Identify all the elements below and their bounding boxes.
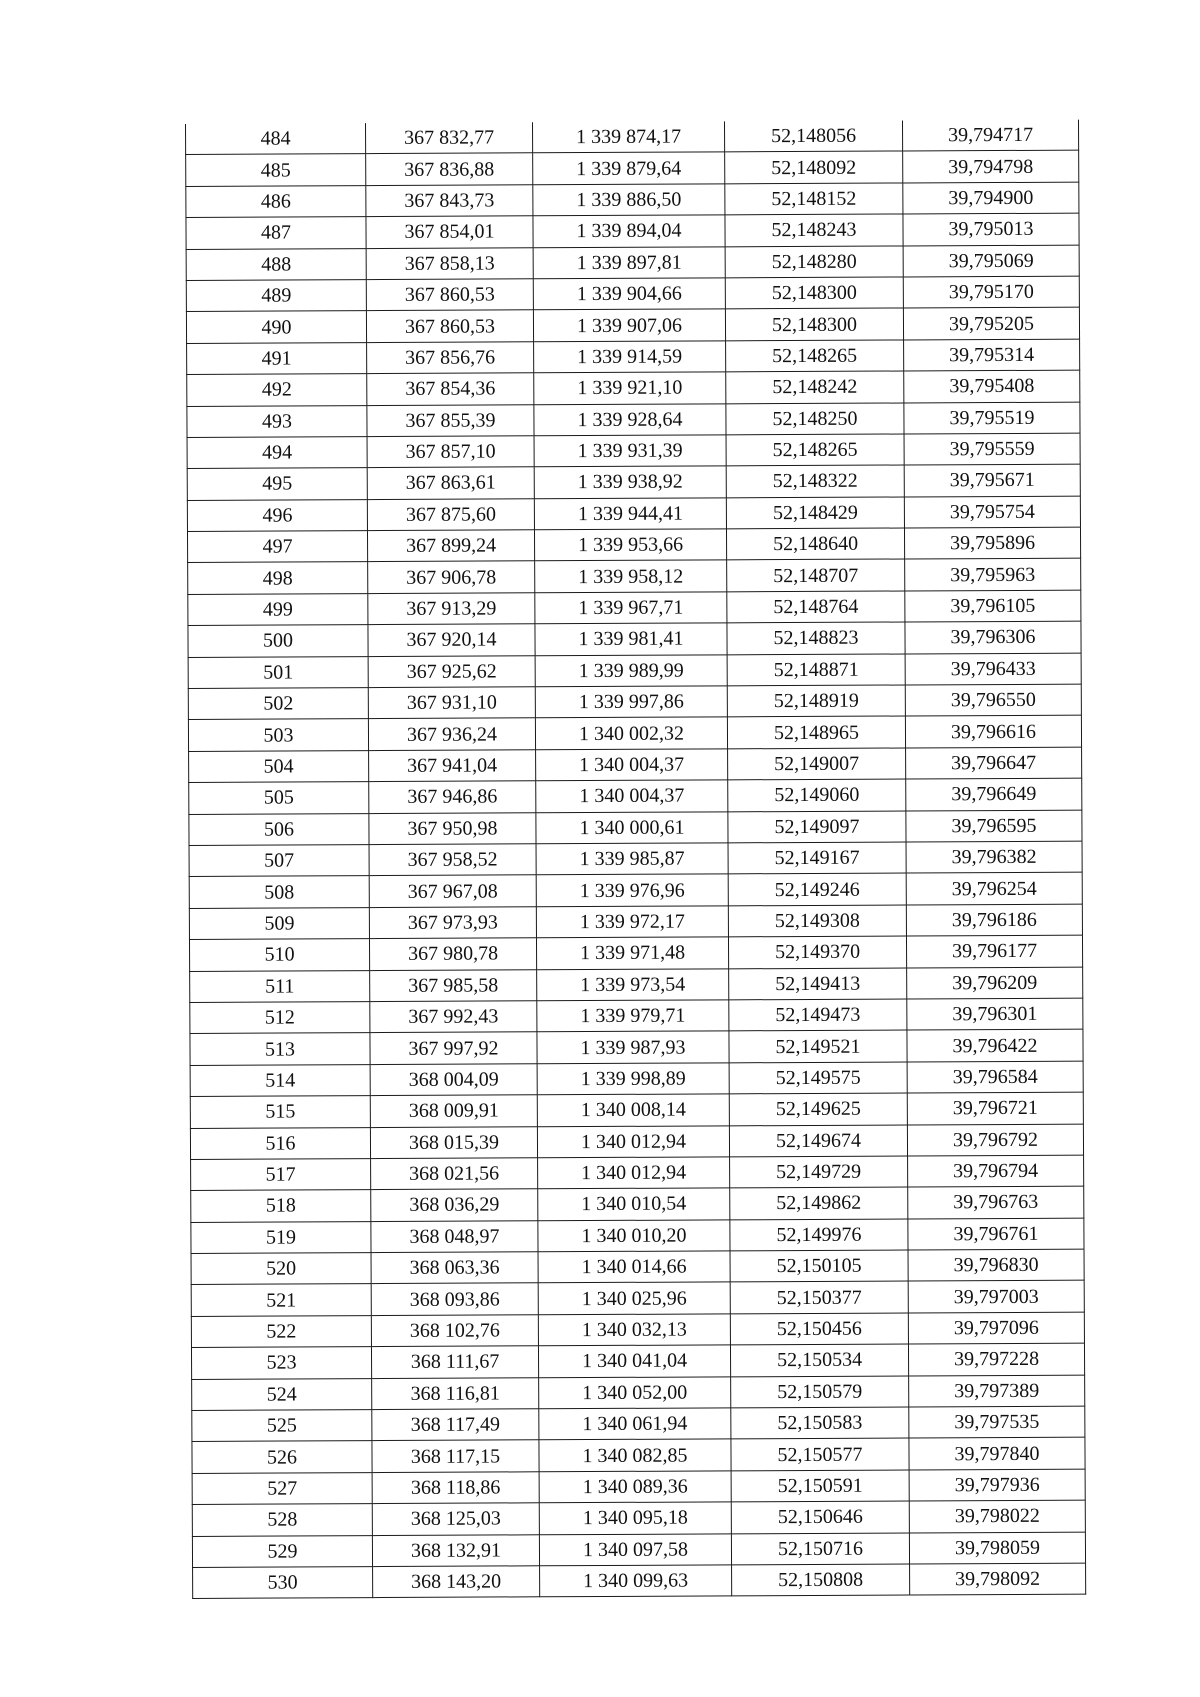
point-number-cell: 525 (192, 1410, 372, 1442)
table-row (192, 1406, 1085, 1442)
point-number-cell: 507 (189, 845, 369, 877)
longitude-cell: 39,795754 (904, 496, 1080, 528)
y-coordinate-cell: 1 339 985,87 (536, 843, 728, 875)
latitude-cell: 52,150646 (731, 1501, 909, 1533)
latitude-cell: 52,149413 (729, 968, 907, 1000)
x-coordinate-cell: 367 958,52 (369, 844, 536, 876)
longitude-cell: 39,794798 (903, 151, 1079, 183)
longitude-cell: 39,795559 (904, 433, 1080, 465)
point-number-cell: 521 (191, 1284, 371, 1316)
latitude-cell: 52,149729 (730, 1156, 908, 1188)
latitude-cell: 52,149575 (729, 1062, 907, 1094)
y-coordinate-cell: 1 339 979,71 (537, 1000, 729, 1032)
latitude-cell: 52,149308 (728, 905, 906, 937)
longitude-cell: 39,796306 (905, 621, 1081, 653)
point-number-cell: 502 (188, 688, 368, 720)
y-coordinate-cell: 1 339 904,66 (533, 278, 725, 310)
latitude-cell: 52,148640 (726, 528, 904, 560)
y-coordinate-cell: 1 339 921,10 (534, 372, 726, 404)
point-number-cell: 520 (191, 1253, 371, 1285)
point-number-cell: 528 (192, 1504, 372, 1536)
table-row (186, 276, 1079, 312)
table-row (191, 1249, 1084, 1285)
longitude-cell: 39,796595 (906, 810, 1082, 842)
point-number-cell: 493 (187, 405, 367, 437)
longitude-cell: 39,795408 (904, 370, 1080, 402)
table-row (189, 872, 1082, 908)
y-coordinate-cell: 1 340 010,20 (538, 1220, 730, 1252)
longitude-cell: 39,796649 (906, 778, 1082, 810)
longitude-cell: 39,797936 (909, 1469, 1085, 1501)
table-row (186, 213, 1079, 249)
point-number-cell: 511 (190, 970, 370, 1002)
table-row (191, 1155, 1084, 1191)
longitude-cell: 39,797840 (909, 1438, 1085, 1470)
table-row (191, 1186, 1084, 1222)
table-row (188, 716, 1081, 752)
y-coordinate-cell: 1 339 981,41 (535, 623, 727, 655)
point-number-cell: 491 (187, 342, 367, 374)
y-coordinate-cell: 1 340 000,61 (536, 811, 728, 843)
latitude-cell: 52,149625 (729, 1093, 907, 1125)
latitude-cell: 52,149674 (729, 1124, 907, 1156)
point-number-cell: 505 (189, 782, 369, 814)
longitude-cell: 39,796209 (907, 967, 1083, 999)
y-coordinate-cell: 1 339 938,92 (534, 466, 726, 498)
point-number-cell: 485 (186, 154, 366, 186)
table-row (188, 653, 1081, 689)
y-coordinate-cell: 1 339 958,12 (535, 560, 727, 592)
x-coordinate-cell: 367 941,04 (369, 750, 536, 782)
longitude-cell: 39,798092 (910, 1563, 1086, 1595)
table-row (190, 967, 1083, 1003)
y-coordinate-cell: 1 340 041,04 (538, 1345, 730, 1377)
point-number-cell: 500 (188, 625, 368, 657)
x-coordinate-cell: 368 063,36 (371, 1252, 538, 1284)
x-coordinate-cell: 367 875,60 (367, 498, 534, 530)
x-coordinate-cell: 367 973,93 (369, 907, 536, 939)
y-coordinate-cell: 1 339 972,17 (536, 906, 728, 938)
x-coordinate-cell: 368 117,49 (372, 1409, 539, 1441)
table-row (188, 621, 1081, 657)
point-number-cell: 518 (191, 1190, 371, 1222)
x-coordinate-cell: 368 111,67 (371, 1346, 538, 1378)
x-coordinate-cell: 367 855,39 (367, 404, 534, 436)
y-coordinate-cell: 1 340 095,18 (539, 1502, 731, 1534)
table-row (190, 1029, 1083, 1065)
table-row (187, 339, 1080, 375)
x-coordinate-cell: 367 836,88 (366, 153, 533, 185)
x-coordinate-cell: 367 950,98 (369, 812, 536, 844)
x-coordinate-cell: 367 936,24 (368, 718, 535, 750)
table-row (186, 307, 1079, 343)
longitude-cell: 39,796647 (906, 747, 1082, 779)
x-coordinate-cell: 367 985,58 (370, 969, 537, 1001)
point-number-cell: 530 (193, 1567, 373, 1599)
x-coordinate-cell: 367 832,77 (365, 122, 532, 154)
longitude-cell: 39,798022 (909, 1500, 1085, 1532)
latitude-cell: 52,149370 (728, 936, 906, 968)
point-number-cell: 526 (192, 1441, 372, 1473)
point-number-cell: 508 (189, 876, 369, 908)
latitude-cell: 52,148300 (725, 277, 903, 309)
point-number-cell: 496 (187, 499, 367, 531)
longitude-cell: 39,797228 (908, 1343, 1084, 1375)
x-coordinate-cell: 367 997,92 (370, 1032, 537, 1064)
latitude-cell: 52,149097 (728, 811, 906, 843)
x-coordinate-cell: 367 856,76 (367, 342, 534, 374)
table-row (191, 1343, 1084, 1379)
latitude-cell: 52,150577 (731, 1438, 909, 1470)
x-coordinate-cell: 368 093,86 (371, 1283, 538, 1315)
y-coordinate-cell: 1 340 004,37 (536, 749, 728, 781)
y-coordinate-cell: 1 339 897,81 (533, 246, 725, 278)
longitude-cell: 39,796792 (907, 1124, 1083, 1156)
y-coordinate-cell: 1 339 989,99 (535, 654, 727, 686)
longitude-cell: 39,797096 (908, 1312, 1084, 1344)
longitude-cell: 39,795896 (904, 527, 1080, 559)
x-coordinate-cell: 367 992,43 (370, 1001, 537, 1033)
point-number-cell: 487 (186, 217, 366, 249)
coordinates-table (185, 120, 1086, 1600)
point-number-cell: 514 (190, 1064, 370, 1096)
y-coordinate-cell: 1 340 082,85 (539, 1439, 731, 1471)
latitude-cell: 52,148092 (725, 151, 903, 183)
point-number-cell: 504 (189, 750, 369, 782)
table-row (190, 998, 1083, 1034)
table-row (187, 433, 1080, 469)
table-row (190, 1124, 1083, 1160)
latitude-cell: 52,149060 (728, 779, 906, 811)
longitude-cell: 39,796550 (905, 684, 1081, 716)
table-row (189, 747, 1082, 783)
point-number-cell: 510 (189, 939, 369, 971)
y-coordinate-cell: 1 340 004,37 (536, 780, 728, 812)
table-row (186, 151, 1079, 187)
latitude-cell: 52,148965 (727, 716, 905, 748)
longitude-cell: 39,794900 (903, 182, 1079, 214)
longitude-cell: 39,795069 (903, 245, 1079, 277)
table-row (186, 120, 1079, 155)
x-coordinate-cell: 368 004,09 (370, 1064, 537, 1096)
longitude-cell: 39,796186 (906, 904, 1082, 936)
y-coordinate-cell: 1 340 089,36 (539, 1471, 731, 1503)
latitude-cell: 52,148300 (725, 308, 903, 340)
latitude-cell: 52,148823 (727, 622, 905, 654)
y-coordinate-cell: 1 340 097,58 (539, 1533, 731, 1565)
latitude-cell: 52,149473 (729, 999, 907, 1031)
x-coordinate-cell: 367 860,53 (366, 279, 533, 311)
y-coordinate-cell: 1 339 914,59 (534, 341, 726, 373)
longitude-cell: 39,796830 (908, 1249, 1084, 1281)
x-coordinate-cell: 367 854,36 (367, 373, 534, 405)
y-coordinate-cell: 1 339 886,50 (533, 184, 725, 216)
y-coordinate-cell: 1 339 928,64 (534, 403, 726, 435)
x-coordinate-cell: 367 967,08 (369, 875, 536, 907)
x-coordinate-cell: 367 906,78 (368, 561, 535, 593)
table-row (192, 1469, 1085, 1505)
y-coordinate-cell: 1 340 002,32 (535, 717, 727, 749)
latitude-cell: 52,149167 (728, 842, 906, 874)
latitude-cell: 52,149246 (728, 873, 906, 905)
y-coordinate-cell: 1 340 008,14 (537, 1094, 729, 1126)
latitude-cell: 52,150579 (731, 1376, 909, 1408)
y-coordinate-cell: 1 340 010,54 (538, 1188, 730, 1220)
longitude-cell: 39,796301 (907, 998, 1083, 1030)
y-coordinate-cell: 1 340 061,94 (539, 1408, 731, 1440)
table-row (187, 496, 1080, 532)
longitude-cell: 39,797535 (909, 1406, 1085, 1438)
table-row (186, 182, 1079, 218)
x-coordinate-cell: 368 021,56 (371, 1158, 538, 1190)
x-coordinate-cell: 367 920,14 (368, 624, 535, 656)
table-row (191, 1218, 1084, 1254)
point-number-cell: 516 (190, 1127, 370, 1159)
point-number-cell: 523 (191, 1347, 371, 1379)
x-coordinate-cell: 368 102,76 (371, 1315, 538, 1347)
longitude-cell: 39,796422 (907, 1029, 1083, 1061)
longitude-cell: 39,796177 (906, 935, 1082, 967)
y-coordinate-cell: 1 340 025,96 (538, 1282, 730, 1314)
x-coordinate-cell: 368 036,29 (371, 1189, 538, 1221)
coordinates-table-body (186, 120, 1086, 1599)
x-coordinate-cell: 367 858,13 (366, 247, 533, 279)
table-row (186, 245, 1079, 281)
y-coordinate-cell: 1 340 032,13 (538, 1314, 730, 1346)
x-coordinate-cell: 368 118,86 (372, 1472, 539, 1504)
table-row (189, 904, 1082, 940)
longitude-cell: 39,796382 (906, 841, 1082, 873)
point-number-cell: 497 (187, 531, 367, 563)
latitude-cell: 52,148056 (724, 120, 902, 152)
longitude-cell: 39,795170 (903, 276, 1079, 308)
point-number-cell: 524 (192, 1378, 372, 1410)
latitude-cell: 52,148871 (727, 654, 905, 686)
y-coordinate-cell: 1 339 973,54 (537, 968, 729, 1000)
point-number-cell: 509 (189, 907, 369, 939)
x-coordinate-cell: 367 925,62 (368, 655, 535, 687)
table-row (189, 810, 1082, 846)
longitude-cell: 39,795963 (905, 559, 1081, 591)
longitude-cell: 39,797003 (908, 1281, 1084, 1313)
latitude-cell: 52,148250 (726, 403, 904, 435)
point-number-cell: 489 (186, 280, 366, 312)
table-row (190, 1092, 1083, 1128)
point-number-cell: 503 (188, 719, 368, 751)
longitude-cell: 39,796105 (905, 590, 1081, 622)
y-coordinate-cell: 1 339 931,39 (534, 435, 726, 467)
point-number-cell: 490 (186, 311, 366, 343)
table-row (189, 935, 1082, 971)
latitude-cell: 52,148152 (725, 183, 903, 215)
x-coordinate-cell: 368 048,97 (371, 1220, 538, 1252)
table-row (191, 1312, 1084, 1348)
latitude-cell: 52,150534 (730, 1344, 908, 1376)
point-number-cell: 522 (191, 1315, 371, 1347)
latitude-cell: 52,148265 (726, 434, 904, 466)
point-number-cell: 498 (188, 562, 368, 594)
longitude-cell: 39,796433 (905, 653, 1081, 685)
table-row (188, 590, 1081, 626)
table-row (190, 1061, 1083, 1097)
point-number-cell: 495 (187, 468, 367, 500)
table-row (193, 1563, 1086, 1599)
latitude-cell: 52,148764 (727, 591, 905, 623)
y-coordinate-cell: 1 339 894,04 (533, 215, 725, 247)
y-coordinate-cell: 1 339 967,71 (535, 592, 727, 624)
y-coordinate-cell: 1 339 976,96 (536, 874, 728, 906)
point-number-cell: 506 (189, 813, 369, 845)
latitude-cell: 52,149521 (729, 1030, 907, 1062)
table-row (192, 1532, 1085, 1568)
latitude-cell: 52,148322 (726, 465, 904, 497)
latitude-cell: 52,150105 (730, 1250, 908, 1282)
longitude-cell: 39,796794 (908, 1155, 1084, 1187)
x-coordinate-cell: 368 125,03 (372, 1503, 539, 1535)
x-coordinate-cell: 367 899,24 (367, 530, 534, 562)
latitude-cell: 52,148280 (725, 246, 903, 278)
y-coordinate-cell: 1 340 099,63 (540, 1565, 732, 1597)
table-row (187, 402, 1080, 438)
point-number-cell: 501 (188, 656, 368, 688)
latitude-cell: 52,148919 (727, 685, 905, 717)
table-row (192, 1438, 1085, 1474)
latitude-cell: 52,148243 (725, 214, 903, 246)
latitude-cell: 52,148707 (727, 559, 905, 591)
y-coordinate-cell: 1 339 874,17 (532, 121, 724, 153)
latitude-cell: 52,148429 (726, 497, 904, 529)
y-coordinate-cell: 1 339 944,41 (534, 498, 726, 530)
latitude-cell: 52,150583 (731, 1407, 909, 1439)
longitude-cell: 39,794717 (902, 120, 1078, 152)
y-coordinate-cell: 1 339 953,66 (534, 529, 726, 561)
point-number-cell: 529 (192, 1535, 372, 1567)
x-coordinate-cell: 368 009,91 (370, 1095, 537, 1127)
y-coordinate-cell: 1 339 879,64 (533, 152, 725, 184)
table-row (188, 684, 1081, 720)
point-number-cell: 492 (187, 374, 367, 406)
y-coordinate-cell: 1 340 014,66 (538, 1251, 730, 1283)
longitude-cell: 39,795519 (904, 402, 1080, 434)
table-row (187, 464, 1080, 500)
latitude-cell: 52,148265 (726, 340, 904, 372)
longitude-cell: 39,795205 (903, 307, 1079, 339)
longitude-cell: 39,796616 (905, 716, 1081, 748)
table-row (192, 1375, 1085, 1411)
x-coordinate-cell: 367 857,10 (367, 436, 534, 468)
table-row (189, 841, 1082, 877)
x-coordinate-cell: 367 843,73 (366, 185, 533, 217)
point-number-cell: 519 (191, 1221, 371, 1253)
table-row (188, 559, 1081, 595)
table-row (192, 1500, 1085, 1536)
latitude-cell: 52,150716 (731, 1533, 909, 1565)
longitude-cell: 39,796763 (908, 1186, 1084, 1218)
table-row (191, 1281, 1084, 1317)
point-number-cell: 499 (188, 593, 368, 625)
latitude-cell: 52,148242 (726, 371, 904, 403)
latitude-cell: 52,150456 (730, 1313, 908, 1345)
longitude-cell: 39,795671 (904, 464, 1080, 496)
point-number-cell: 515 (190, 1096, 370, 1128)
x-coordinate-cell: 368 015,39 (370, 1126, 537, 1158)
table-row (189, 778, 1082, 814)
y-coordinate-cell: 1 339 998,89 (537, 1063, 729, 1095)
x-coordinate-cell: 367 946,86 (369, 781, 536, 813)
point-number-cell: 517 (191, 1158, 371, 1190)
latitude-cell: 52,150377 (730, 1281, 908, 1313)
latitude-cell: 52,149862 (730, 1187, 908, 1219)
x-coordinate-cell: 367 854,01 (366, 216, 533, 248)
longitude-cell: 39,797389 (909, 1375, 1085, 1407)
point-number-cell: 513 (190, 1033, 370, 1065)
x-coordinate-cell: 368 116,81 (372, 1377, 539, 1409)
longitude-cell: 39,795314 (904, 339, 1080, 371)
longitude-cell: 39,796721 (907, 1092, 1083, 1124)
point-number-cell: 527 (192, 1472, 372, 1504)
y-coordinate-cell: 1 340 012,94 (538, 1157, 730, 1189)
table-row (187, 527, 1080, 563)
point-number-cell: 488 (186, 248, 366, 280)
y-coordinate-cell: 1 340 052,00 (539, 1376, 731, 1408)
x-coordinate-cell: 367 863,61 (367, 467, 534, 499)
longitude-cell: 39,798059 (909, 1532, 1085, 1564)
point-number-cell: 512 (190, 1002, 370, 1034)
latitude-cell: 52,149007 (728, 748, 906, 780)
point-number-cell: 484 (186, 123, 366, 155)
latitude-cell: 52,150808 (732, 1564, 910, 1596)
y-coordinate-cell: 1 339 987,93 (537, 1031, 729, 1063)
latitude-cell: 52,149976 (730, 1219, 908, 1251)
x-coordinate-cell: 367 913,29 (368, 593, 535, 625)
y-coordinate-cell: 1 339 971,48 (536, 937, 728, 969)
longitude-cell: 39,796584 (907, 1061, 1083, 1093)
longitude-cell: 39,796761 (908, 1218, 1084, 1250)
longitude-cell: 39,795013 (903, 213, 1079, 245)
table-row (187, 370, 1080, 406)
x-coordinate-cell: 367 860,53 (366, 310, 533, 342)
x-coordinate-cell: 368 143,20 (373, 1566, 540, 1598)
x-coordinate-cell: 368 132,91 (372, 1534, 539, 1566)
longitude-cell: 39,796254 (906, 872, 1082, 904)
point-number-cell: 494 (187, 437, 367, 469)
x-coordinate-cell: 367 980,78 (369, 938, 536, 970)
x-coordinate-cell: 368 117,15 (372, 1440, 539, 1472)
y-coordinate-cell: 1 339 997,86 (535, 686, 727, 718)
latitude-cell: 52,150591 (731, 1470, 909, 1502)
y-coordinate-cell: 1 340 012,94 (537, 1125, 729, 1157)
x-coordinate-cell: 367 931,10 (368, 687, 535, 719)
y-coordinate-cell: 1 339 907,06 (533, 309, 725, 341)
point-number-cell: 486 (186, 185, 366, 217)
